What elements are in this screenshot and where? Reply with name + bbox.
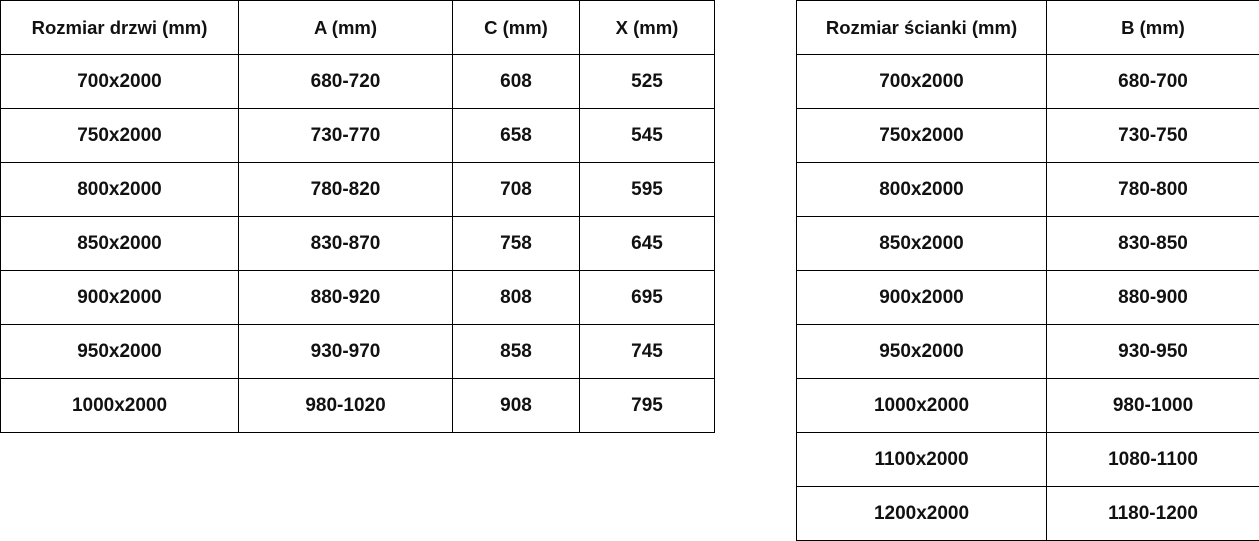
cell-x: 795	[580, 379, 715, 433]
column-header-a: A (mm)	[239, 1, 453, 55]
cell-b: 1080-1100	[1047, 433, 1259, 487]
cell-a: 680-720	[239, 55, 453, 109]
cell-c: 758	[453, 217, 580, 271]
cell-b: 730-750	[1047, 109, 1259, 163]
table-row	[1, 109, 715, 163]
column-header-b: B (mm)	[1047, 1, 1259, 55]
cell-wall-size: 700x2000	[797, 55, 1047, 109]
column-header-c: C (mm)	[453, 1, 580, 55]
cell-door-size: 1000x2000	[1, 379, 239, 433]
cell-wall-size: 1200x2000	[797, 487, 1047, 541]
cell-wall-size: 1000x2000	[797, 379, 1047, 433]
doors-size-table	[0, 0, 715, 433]
cell-door-size: 750x2000	[1, 109, 239, 163]
table-row	[797, 271, 1259, 325]
cell-wall-size: 750x2000	[797, 109, 1047, 163]
cell-b: 980-1000	[1047, 379, 1259, 433]
cell-b: 780-800	[1047, 163, 1259, 217]
table-row	[797, 55, 1259, 109]
cell-c: 608	[453, 55, 580, 109]
cell-wall-size: 900x2000	[797, 271, 1047, 325]
cell-a: 880-920	[239, 271, 453, 325]
table-row	[797, 325, 1259, 379]
cell-c: 708	[453, 163, 580, 217]
table-row	[1, 217, 715, 271]
cell-b: 830-850	[1047, 217, 1259, 271]
cell-x: 595	[580, 163, 715, 217]
cell-c: 858	[453, 325, 580, 379]
cell-a: 780-820	[239, 163, 453, 217]
cell-door-size: 850x2000	[1, 217, 239, 271]
cell-b: 880-900	[1047, 271, 1259, 325]
cell-c: 908	[453, 379, 580, 433]
cell-door-size: 950x2000	[1, 325, 239, 379]
table-row	[797, 109, 1259, 163]
cell-a: 830-870	[239, 217, 453, 271]
cell-door-size: 900x2000	[1, 271, 239, 325]
table-row	[797, 163, 1259, 217]
cell-x: 545	[580, 109, 715, 163]
cell-door-size: 800x2000	[1, 163, 239, 217]
column-header-door-size: Rozmiar drzwi (mm)	[1, 1, 239, 55]
table-header-row	[797, 1, 1259, 55]
wall-size-table	[796, 0, 1259, 541]
cell-a: 980-1020	[239, 379, 453, 433]
table-row	[1, 271, 715, 325]
cell-wall-size: 800x2000	[797, 163, 1047, 217]
table-row	[1, 379, 715, 433]
cell-a: 930-970	[239, 325, 453, 379]
table-header-row	[1, 1, 715, 55]
cell-door-size: 700x2000	[1, 55, 239, 109]
table-row	[797, 379, 1259, 433]
table-row	[797, 433, 1259, 487]
table-row	[797, 487, 1259, 541]
cell-x: 745	[580, 325, 715, 379]
cell-x: 695	[580, 271, 715, 325]
table-row	[1, 325, 715, 379]
column-header-x: X (mm)	[580, 1, 715, 55]
cell-x: 645	[580, 217, 715, 271]
table-row	[1, 163, 715, 217]
cell-b: 930-950	[1047, 325, 1259, 379]
table-row	[1, 55, 715, 109]
cell-b: 680-700	[1047, 55, 1259, 109]
cell-wall-size: 1100x2000	[797, 433, 1047, 487]
cell-x: 525	[580, 55, 715, 109]
cell-c: 808	[453, 271, 580, 325]
column-header-wall-size: Rozmiar ścianki (mm)	[797, 1, 1047, 55]
cell-wall-size: 950x2000	[797, 325, 1047, 379]
cell-wall-size: 850x2000	[797, 217, 1047, 271]
cell-a: 730-770	[239, 109, 453, 163]
cell-c: 658	[453, 109, 580, 163]
table-row	[797, 217, 1259, 271]
cell-b: 1180-1200	[1047, 487, 1259, 541]
